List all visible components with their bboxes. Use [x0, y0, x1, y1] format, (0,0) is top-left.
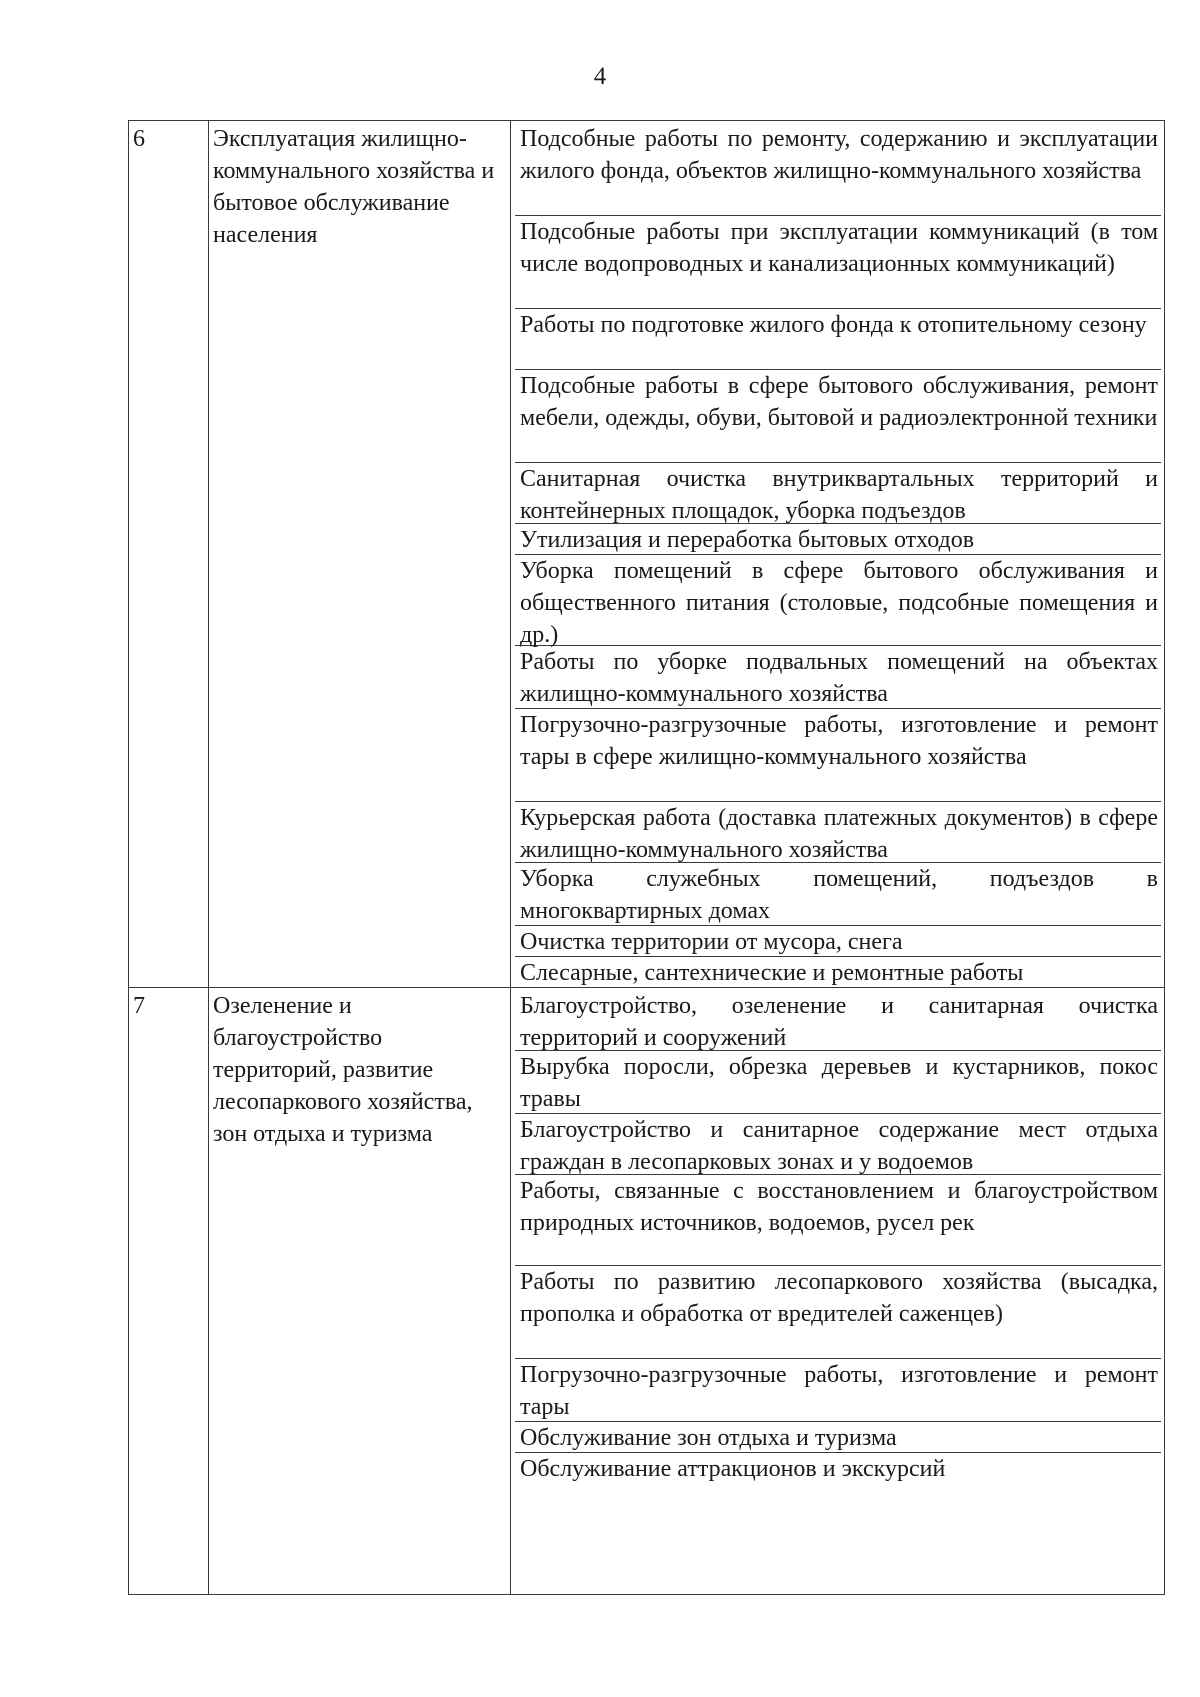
work-item: Работы по уборке подвальных помещений на объектах жилищно-коммунального хозяйства	[515, 646, 1161, 709]
work-types-table	[128, 120, 1165, 1595]
works-list	[511, 988, 1165, 1595]
work-item: Слесарные, сантехнические и ремонтные работы	[520, 960, 1024, 986]
work-item: Работы по подготовке жилого фонда к отопительному сезону	[515, 309, 1161, 370]
work-item: Обслуживание зон отдыха и туризма	[515, 1422, 1161, 1453]
work-item: Погрузочно-разгрузочные работы, изготовление и ремонт тары в сфере жилищно-коммунального хозяйства	[515, 709, 1161, 802]
work-item: Санитарная очистка внутриквартальных территорий и контейнерных площадок, уборка подъездов	[515, 463, 1161, 524]
category-name: Эксплуатация жилищно-коммунального хозяйства и бытовое обслуживание населения	[209, 121, 511, 988]
page-number: 4	[593, 63, 607, 90]
work-item: Курьерская работа (доставка платежных документов) в сфере жилищно-коммунального хозяйства	[515, 802, 1161, 863]
work-item: Уборка служебных помещений, подъездов в многоквартирных домах	[515, 863, 1161, 926]
table-row	[129, 988, 1165, 1595]
work-item: Благоустройство, озеленение и санитарная очистка территорий и сооружений	[515, 990, 1161, 1051]
work-item: Обслуживание аттракционов и экскурсий	[520, 1456, 946, 1482]
work-item: Погрузочно-разгрузочные работы, изготовление и ремонт тары	[515, 1359, 1161, 1422]
work-item: Подсобные работы при эксплуатации коммуникаций (в том числе водопроводных и канализационных коммуникаций)	[515, 216, 1161, 309]
row-number: 6	[129, 121, 209, 988]
work-item: Благоустройство и санитарное содержание мест отдыха граждан в лесопарковых зонах и у водоемов	[515, 1114, 1161, 1175]
work-item: Утилизация и переработка бытовых отходов	[515, 524, 1161, 555]
table-row	[129, 121, 1165, 988]
works-list	[511, 121, 1165, 988]
work-item: Вырубка поросли, обрезка деревьев и кустарников, покос травы	[515, 1051, 1161, 1114]
work-item: Работы по развитию лесопаркового хозяйства (высадка, прополка и обработка от вредителей саженцев)	[515, 1266, 1161, 1359]
work-item: Подсобные работы в сфере бытового обслуживания, ремонт мебели, одежды, обуви, бытовой и радиоэлектронной техники	[515, 370, 1161, 463]
category-name: Озеленение и благоустройство территорий, развитие лесопаркового хозяйства, зон отдыха и туризма	[209, 988, 511, 1595]
work-item: Уборка помещений в сфере бытового обслуживания и общественного питания (столовые, подсобные помещения и др.)	[515, 555, 1161, 646]
row-number: 7	[129, 988, 209, 1595]
work-item: Работы, связанные с восстановлением и благоустройством природных источников, водоемов, русел рек	[515, 1175, 1161, 1266]
work-item: Подсобные работы по ремонту, содержанию и эксплуатации жилого фонда, объектов жилищно-коммунального хозяйства	[515, 123, 1161, 216]
work-item: Очистка территории от мусора, снега	[515, 926, 1161, 957]
